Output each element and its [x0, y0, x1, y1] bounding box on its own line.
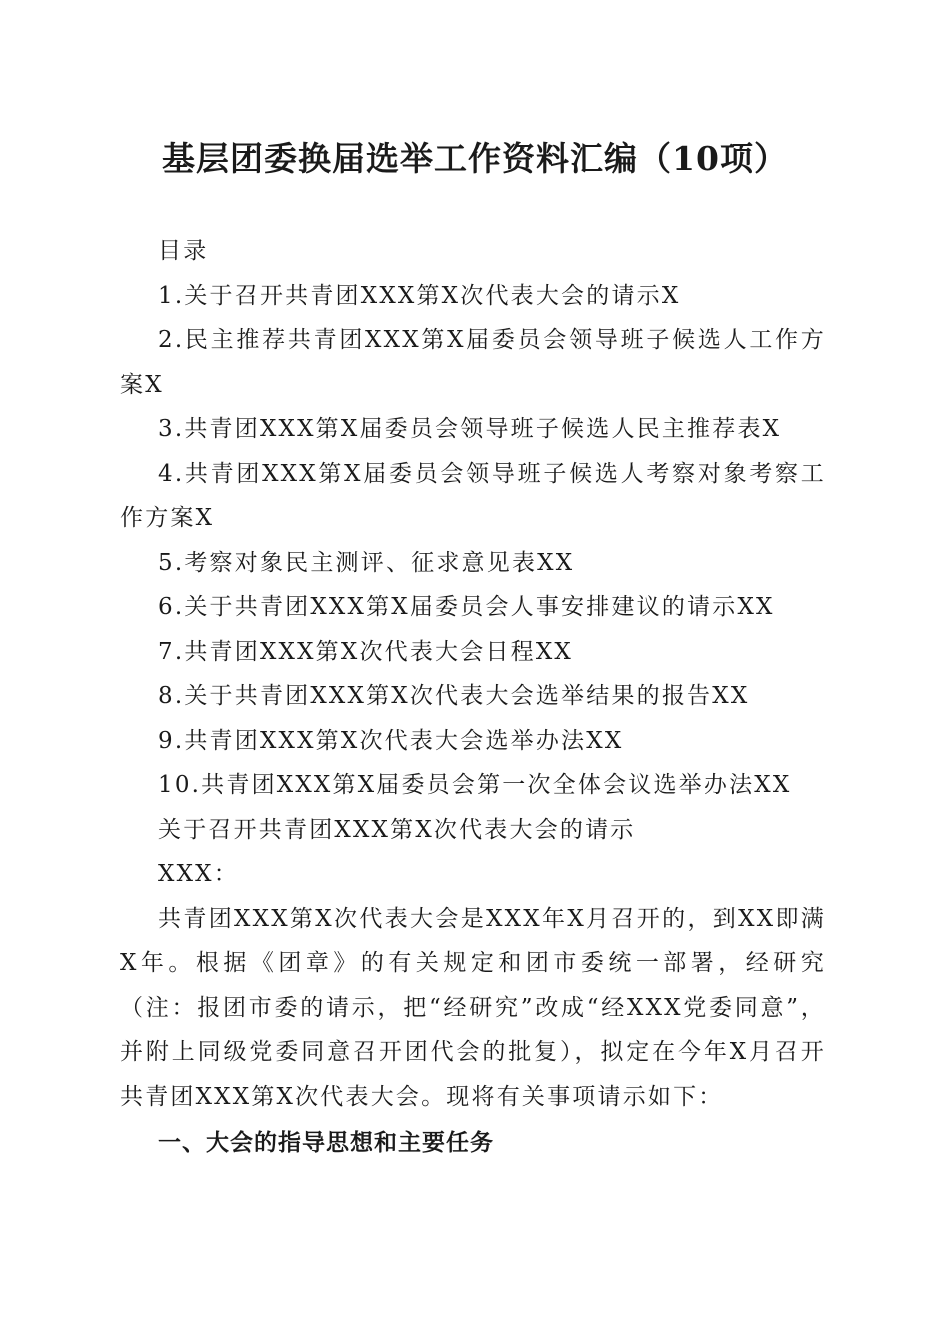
toc-item: 6.关于共青团XXX第X届委员会人事安排建议的请示XX	[158, 594, 775, 620]
toc-item: 4.共青团XXX第X届委员会领导班子候选人考察对象考察工作方案X	[120, 460, 826, 531]
toc-item: 7.共青团XXX第X次代表大会日程XX	[158, 638, 573, 665]
toc-heading: 目录	[158, 238, 209, 264]
section-heading: 一、大会的指导思想和主要任务	[158, 1130, 494, 1156]
toc-item: 8.关于共青团XXX第X次代表大会选举结果的报告XX	[158, 683, 750, 709]
toc-item: 2.民主推荐共青团XXX第X届委员会领导班子候选人工作方案X	[120, 327, 826, 398]
document-title: 基层团委换届选举工作资料汇编（10项）	[162, 139, 788, 178]
document-body	[120, 229, 826, 1166]
salutation: XXX：	[158, 861, 239, 887]
section-title: 关于召开共青团XXX第X次代表大会的请示	[158, 816, 636, 843]
toc-item: 3.共青团XXX第X届委员会领导班子候选人民主推荐表X	[158, 416, 782, 442]
toc-item: 10.共青团XXX第X届委员会第一次全体会议选举办法XX	[158, 772, 792, 798]
toc-item: 1.关于召开共青团XXX第X次代表大会的请示X	[158, 282, 681, 309]
toc-item: 5.考察对象民主测评、征求意见表XX	[158, 549, 575, 576]
body-paragraph: 共青团XXX第X次代表大会是XXX年X月召开的，到XX即满X年。根据《团章》的有关规定和团市委统一部署，经研究（注：报团市委的请示，把“经研究”改成“经XXX党委同意”，并附上同级党委同意召开团代会的批复），拟定在今年X月召开共青团XXX第X次代表大会。现将有关事项请示如下：	[120, 905, 826, 1110]
toc-item: 9.共青团XXX第X次代表大会选举办法XX	[158, 727, 624, 754]
